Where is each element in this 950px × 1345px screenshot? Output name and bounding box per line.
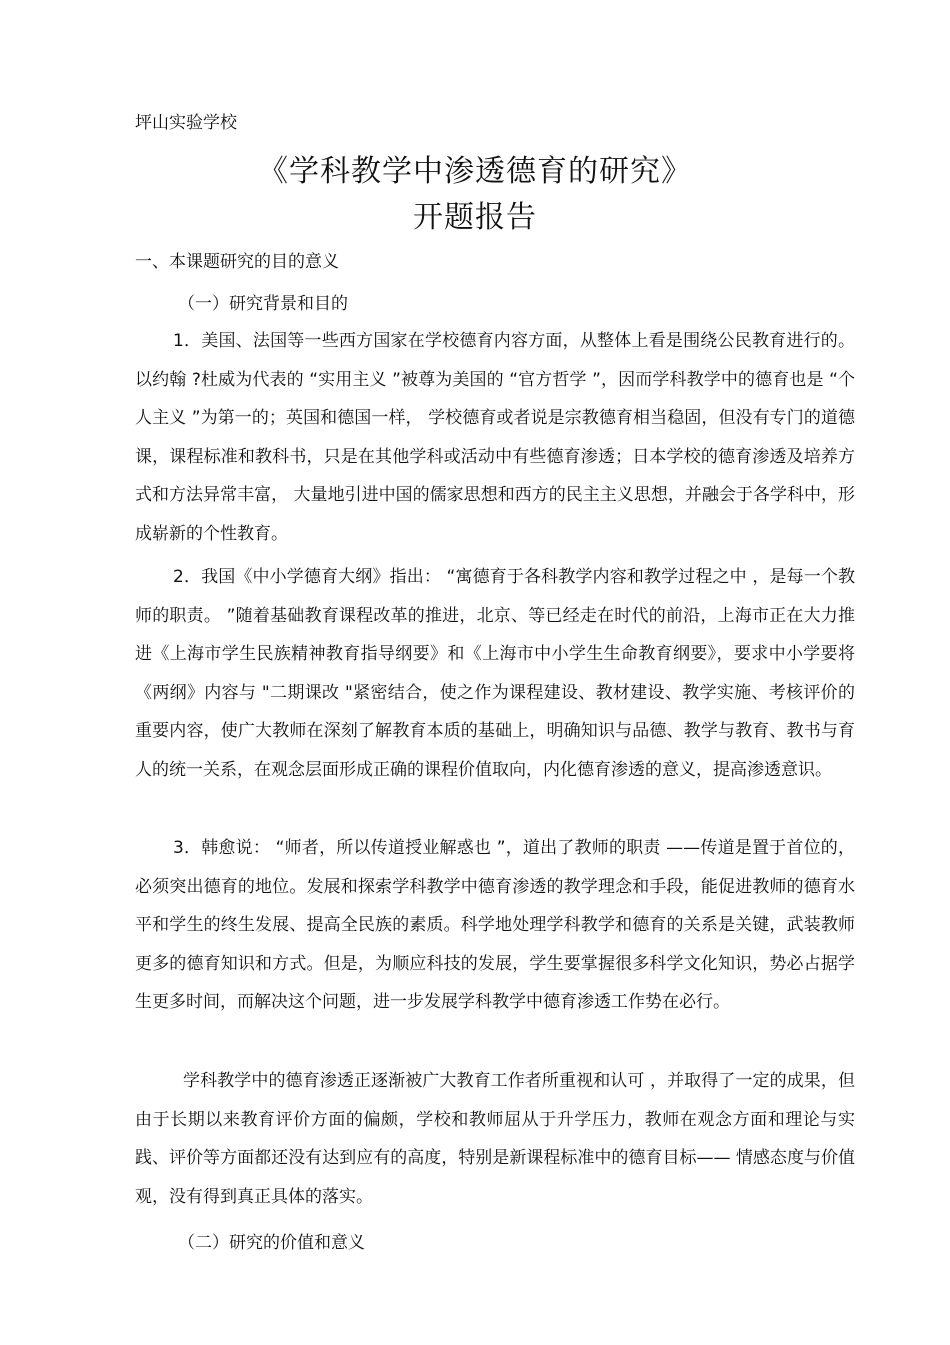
paragraph-current-status: 学科教学中的德育渗透正逐渐被广大教育工作者所重视和认可 ，并取得了一定的成果，但由于长期以来教育评价方面的偏颇，学校和教师屈从于升学压力，教师在观念方面和理论与实践、评价等方面都还没有达到应有的高度，特别是新课程标准中的德育目标—— 情感态度与价值观，没有得到真正具体的落实。	[135, 1071, 855, 1207]
report-subtitle: 开题报告	[413, 200, 537, 235]
paragraph-han-yu-quote: 3．韩愈说： “师者，所以传道授业解惑也 ”，道出了教师的职责 ——传道是置于首位的，必须突出德育的地位。发展和探索学科教学中德育渗透的教学理念和手段，能促进教师的德育水平和学生的终生发展、提高全民族的素质。科学地处理学科教学和德育的关系是关键，武装教师更多的德育知识和方式。但是，为顺应科技的发展，学生要掌握很多科学文化知识，势必占据学生更多时间，而解决这个问题，进一步发展学科教学中德育渗透工作势在必行。	[135, 838, 855, 1012]
subsection-heading-value: （二）研究的价值和意义	[178, 1233, 365, 1253]
school-name: 坪山实验学校	[135, 113, 237, 133]
paragraph-china-moral-outline: 2．我国《中小学德育大纲》指出： “寓德育于各科教学内容和教学过程之中 ，是每一个教师的职责。 ”随着基础教育课程改革的推进，北京、等已经走在时代的前沿，上海市正在大力推进《上海市学生民族精神教育指导纲要》和《上海市中小学生生命教育纲要》，要求中小学要将《两纲》内容与 "二期课改 "紧密结合，使之作为课程建设、教材建设、教学实施、考核评价的重要内容，使广大教师在深刻了解教育本质的基础上，明确知识与品德、教学与教育、教书与育人的统一关系，在观念层面形成正确的课程价值取向，内化德育渗透的意义，提高渗透意识。	[135, 567, 855, 780]
paragraph-western-moral-education: 1．美国、法国等一些西方国家在学校德育内容方面，从整体上看是围绕公民教育进行的。以约翰 ?杜威为代表的 “实用主义 ”被尊为美国的 “官方哲学 ”，因而学科教学中的德育也是 “个人主义 ”为第一的；英国和德国一样， 学校德育或者说是宗教德育相当稳固，但没有专门的道德课，课程标准和教科书，只是在其他学科或活动中有些德育渗透；日本学校的德育渗透及培养方式和方法异常丰富， 大量地引进中国的儒家思想和西方的民主主义思想，并融会于各学科中，形成崭新的个性教育。	[135, 331, 855, 544]
report-title: 《学科教学中渗透德育的研究》	[258, 154, 692, 189]
subsection-heading-background: （一）研究背景和目的	[178, 294, 348, 314]
section-heading-purpose: 一、本课题研究的目的意义	[135, 252, 339, 272]
